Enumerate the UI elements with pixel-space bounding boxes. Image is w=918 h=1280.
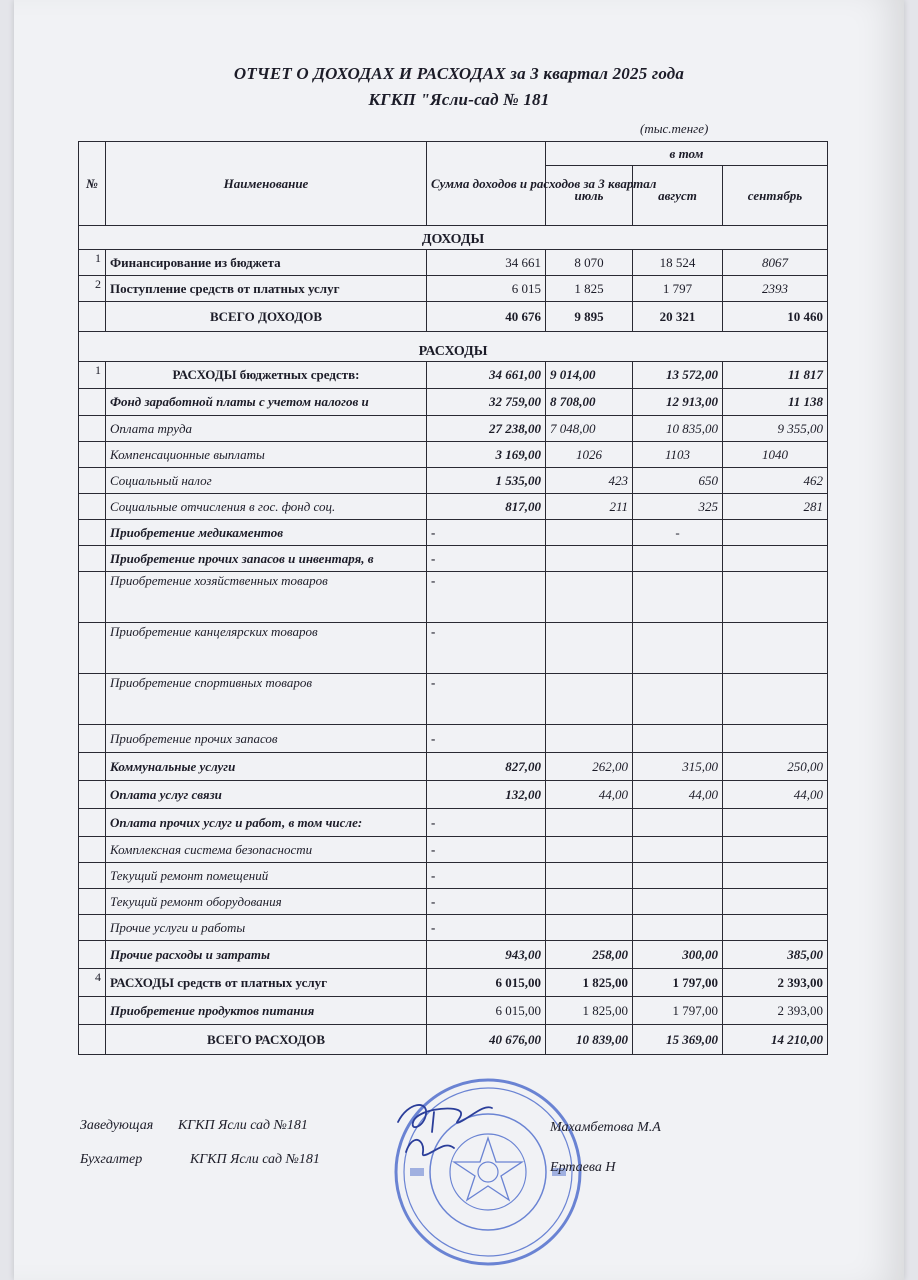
table-row: [79, 969, 828, 997]
row-name: Оплата услуг связи: [106, 781, 427, 809]
row-name: Оплата прочих услуг и работ, в том числе:: [106, 809, 427, 837]
row-no: [79, 863, 106, 889]
row-m1: 10 839,00: [546, 1025, 633, 1055]
table-row: [79, 572, 828, 623]
row-m2: 44,00: [633, 781, 723, 809]
row-total: 6 015,00: [427, 997, 546, 1025]
row-m2: [633, 623, 723, 674]
row-m2: [633, 572, 723, 623]
section-income: [79, 226, 828, 250]
row-total: 34 661: [427, 250, 546, 276]
signature-role-accountant: Бухгалтер: [80, 1152, 143, 1167]
handwritten-signature: [388, 1092, 508, 1172]
row-name: Приобретение прочих запасов: [106, 725, 427, 753]
table-row: [79, 889, 828, 915]
row-m3: [723, 674, 828, 725]
row-m3: 14 210,00: [723, 1025, 828, 1055]
row-m2: 1103: [633, 442, 723, 468]
row-name: РАСХОДЫ средств от платных услуг: [106, 969, 427, 997]
row-m3: [723, 623, 828, 674]
row-m1: [546, 837, 633, 863]
row-m1: 1 825,00: [546, 997, 633, 1025]
row-m1: 1 825,00: [546, 969, 633, 997]
table-row: [79, 941, 828, 969]
row-total: -: [427, 546, 546, 572]
row-m2: 650: [633, 468, 723, 494]
row-m2: 1 797,00: [633, 997, 723, 1025]
row-total: -: [427, 837, 546, 863]
row-m3: 281: [723, 494, 828, 520]
row-m3: [723, 915, 828, 941]
table-row: [79, 389, 828, 416]
row-name: Поступление средств от платных услуг: [106, 276, 427, 302]
row-m3: [723, 809, 828, 837]
signature-org-director: КГКП Ясли сад №181: [178, 1118, 308, 1133]
row-m3: [723, 889, 828, 915]
row-m2: [633, 674, 723, 725]
table-row: [79, 623, 828, 674]
table-row: [79, 674, 828, 725]
row-total: 32 759,00: [427, 389, 546, 416]
table-row: [79, 416, 828, 442]
row-no: [79, 520, 106, 546]
row-m2: 1 797,00: [633, 969, 723, 997]
report-table: [78, 141, 828, 1055]
row-name: Коммунальные услуги: [106, 753, 427, 781]
table-row: [79, 997, 828, 1025]
row-m3: 11 138: [723, 389, 828, 416]
row-m1: 7 048,00: [546, 416, 633, 442]
row-m1: [546, 546, 633, 572]
row-total: 817,00: [427, 494, 546, 520]
row-total: -: [427, 623, 546, 674]
row-no: [79, 494, 106, 520]
row-name: Прочие расходы и затраты: [106, 941, 427, 969]
row-m2: [633, 837, 723, 863]
col-july: июль: [546, 166, 633, 226]
row-m3: [723, 863, 828, 889]
row-total: -: [427, 889, 546, 915]
row-m1: 258,00: [546, 941, 633, 969]
row-total: 827,00: [427, 753, 546, 781]
table-row: [79, 276, 828, 302]
col-no: №: [79, 142, 106, 226]
row-m2: 13 572,00: [633, 362, 723, 389]
signature-role-director: Заведующая: [80, 1118, 154, 1133]
table-row: [79, 837, 828, 863]
table-row: [79, 250, 828, 276]
row-no: [79, 915, 106, 941]
table-row: [79, 863, 828, 889]
row-m1: 9 895: [546, 302, 633, 332]
section-expenses: [79, 332, 828, 362]
row-no: [79, 781, 106, 809]
row-m1: 423: [546, 468, 633, 494]
report-title: ОТЧЕТ О ДОХОДАХ И РАСХОДАХ за 3 квартал 2025 года: [233, 64, 685, 83]
row-m2: [633, 725, 723, 753]
row-name: Приобретение канцелярских товаров: [106, 623, 427, 674]
row-name: ВСЕГО ДОХОДОВ: [106, 302, 427, 332]
row-m3: 2 393,00: [723, 997, 828, 1025]
row-no: [79, 442, 106, 468]
row-name: Текущий ремонт помещений: [106, 863, 427, 889]
row-m2: [633, 809, 723, 837]
row-total: 40 676,00: [427, 1025, 546, 1055]
row-no: [79, 889, 106, 915]
table-row: [79, 494, 828, 520]
row-m1: [546, 572, 633, 623]
row-m2: [633, 863, 723, 889]
row-name: Приобретение хозяйственных товаров: [106, 572, 427, 623]
row-m3: [723, 725, 828, 753]
row-m3: 2393: [723, 276, 828, 302]
row-m3: 385,00: [723, 941, 828, 969]
section-title: ДОХОДЫ: [79, 226, 828, 250]
row-total: 1 535,00: [427, 468, 546, 494]
col-august: август: [633, 166, 723, 226]
row-m1: 44,00: [546, 781, 633, 809]
row-name: Приобретение медикаментов: [106, 520, 427, 546]
row-no: [79, 468, 106, 494]
row-name: РАСХОДЫ бюджетных средств:: [106, 362, 427, 389]
row-no: 2: [79, 276, 106, 302]
row-m2: 12 913,00: [633, 389, 723, 416]
table-row: [79, 753, 828, 781]
row-name: ВСЕГО РАСХОДОВ: [106, 1025, 427, 1055]
row-m2: 15 369,00: [633, 1025, 723, 1055]
units-label: (тыс.тенге): [640, 121, 709, 136]
row-name: Комплексная система безопасности: [106, 837, 427, 863]
row-total: 3 169,00: [427, 442, 546, 468]
row-m2: [633, 546, 723, 572]
row-name: Финансирование из бюджета: [106, 250, 427, 276]
row-no: [79, 809, 106, 837]
row-no: 1: [79, 362, 106, 389]
row-m2: 325: [633, 494, 723, 520]
table-row: [79, 725, 828, 753]
row-m2: 20 321: [633, 302, 723, 332]
row-total: -: [427, 674, 546, 725]
row-no: 1: [79, 250, 106, 276]
row-no: [79, 623, 106, 674]
row-no: [79, 837, 106, 863]
row-m3: 10 460: [723, 302, 828, 332]
row-total: 6 015,00: [427, 969, 546, 997]
col-group: в том: [546, 142, 828, 166]
row-name: Прочие услуги и работы: [106, 915, 427, 941]
row-m3: 44,00: [723, 781, 828, 809]
row-total: 40 676: [427, 302, 546, 332]
row-m1: 9 014,00: [546, 362, 633, 389]
signature-org-accountant: КГКП Ясли сад №181: [190, 1152, 320, 1167]
row-name: Оплата труда: [106, 416, 427, 442]
table-row: [79, 915, 828, 941]
row-no: [79, 546, 106, 572]
row-m1: [546, 623, 633, 674]
row-no: 4: [79, 969, 106, 997]
row-total: 27 238,00: [427, 416, 546, 442]
row-m3: 8067: [723, 250, 828, 276]
row-total: -: [427, 809, 546, 837]
row-total: 943,00: [427, 941, 546, 969]
col-sum: Сумма доходов и расходов за 3 квартал: [427, 142, 546, 226]
row-m3: [723, 572, 828, 623]
col-name: Наименование: [106, 142, 427, 226]
row-m2: [633, 915, 723, 941]
signature-name-accountant: Ертаева Н: [550, 1160, 616, 1175]
table-row: [79, 781, 828, 809]
row-m1: [546, 915, 633, 941]
row-m2: 1 797: [633, 276, 723, 302]
row-m2: -: [633, 520, 723, 546]
row-m3: 9 355,00: [723, 416, 828, 442]
row-no: [79, 389, 106, 416]
row-m1: [546, 889, 633, 915]
row-m1: 8 070: [546, 250, 633, 276]
row-m1: [546, 863, 633, 889]
row-m1: [546, 725, 633, 753]
row-no: [79, 753, 106, 781]
row-m3: 1040: [723, 442, 828, 468]
row-total: -: [427, 520, 546, 546]
row-no: [79, 941, 106, 969]
expenses-total-row: [79, 1025, 828, 1055]
row-m3: [723, 837, 828, 863]
row-m2: 10 835,00: [633, 416, 723, 442]
table-row: [79, 468, 828, 494]
row-total: 34 661,00: [427, 362, 546, 389]
row-m1: 1 825: [546, 276, 633, 302]
organization-name: КГКП "Ясли-сад № 181: [368, 90, 550, 109]
row-no: [79, 725, 106, 753]
row-no: [79, 572, 106, 623]
section-title: РАСХОДЫ: [79, 332, 828, 362]
row-m3: [723, 520, 828, 546]
row-total: 6 015: [427, 276, 546, 302]
row-m1: 1026: [546, 442, 633, 468]
row-name: Приобретение продуктов питания: [106, 997, 427, 1025]
row-m3: 2 393,00: [723, 969, 828, 997]
row-name: Приобретение прочих запасов и инвентаря, в: [106, 546, 427, 572]
row-m1: 8 708,00: [546, 389, 633, 416]
row-total: -: [427, 863, 546, 889]
row-total: -: [427, 915, 546, 941]
row-m3: 11 817: [723, 362, 828, 389]
row-no: [79, 416, 106, 442]
row-no: [79, 997, 106, 1025]
table-row: [79, 362, 828, 389]
row-name: Компенсационные выплаты: [106, 442, 427, 468]
table-row: [79, 442, 828, 468]
row-total: -: [427, 725, 546, 753]
row-name: Приобретение спортивных товаров: [106, 674, 427, 725]
income-total-row: [79, 302, 828, 332]
col-september: сентябрь: [723, 166, 828, 226]
row-name: Текущий ремонт оборудования: [106, 889, 427, 915]
row-m1: [546, 674, 633, 725]
row-m1: [546, 809, 633, 837]
row-m1: [546, 520, 633, 546]
row-no: [79, 674, 106, 725]
row-total: 132,00: [427, 781, 546, 809]
row-m2: 18 524: [633, 250, 723, 276]
table-row: [79, 809, 828, 837]
signature-name-director: Махамбетова М.А: [550, 1120, 661, 1135]
header-row: [79, 142, 828, 166]
row-m2: [633, 889, 723, 915]
table-row: [79, 520, 828, 546]
row-total: -: [427, 572, 546, 623]
row-m2: 300,00: [633, 941, 723, 969]
table-row: [79, 546, 828, 572]
row-m1: 211: [546, 494, 633, 520]
row-m2: 315,00: [633, 753, 723, 781]
row-name: Социальные отчисления в гос. фонд соц.: [106, 494, 427, 520]
row-m1: 262,00: [546, 753, 633, 781]
row-name: Фонд заработной платы с учетом налогов и: [106, 389, 427, 416]
row-m3: 250,00: [723, 753, 828, 781]
row-m3: 462: [723, 468, 828, 494]
row-m3: [723, 546, 828, 572]
row-name: Социальный налог: [106, 468, 427, 494]
